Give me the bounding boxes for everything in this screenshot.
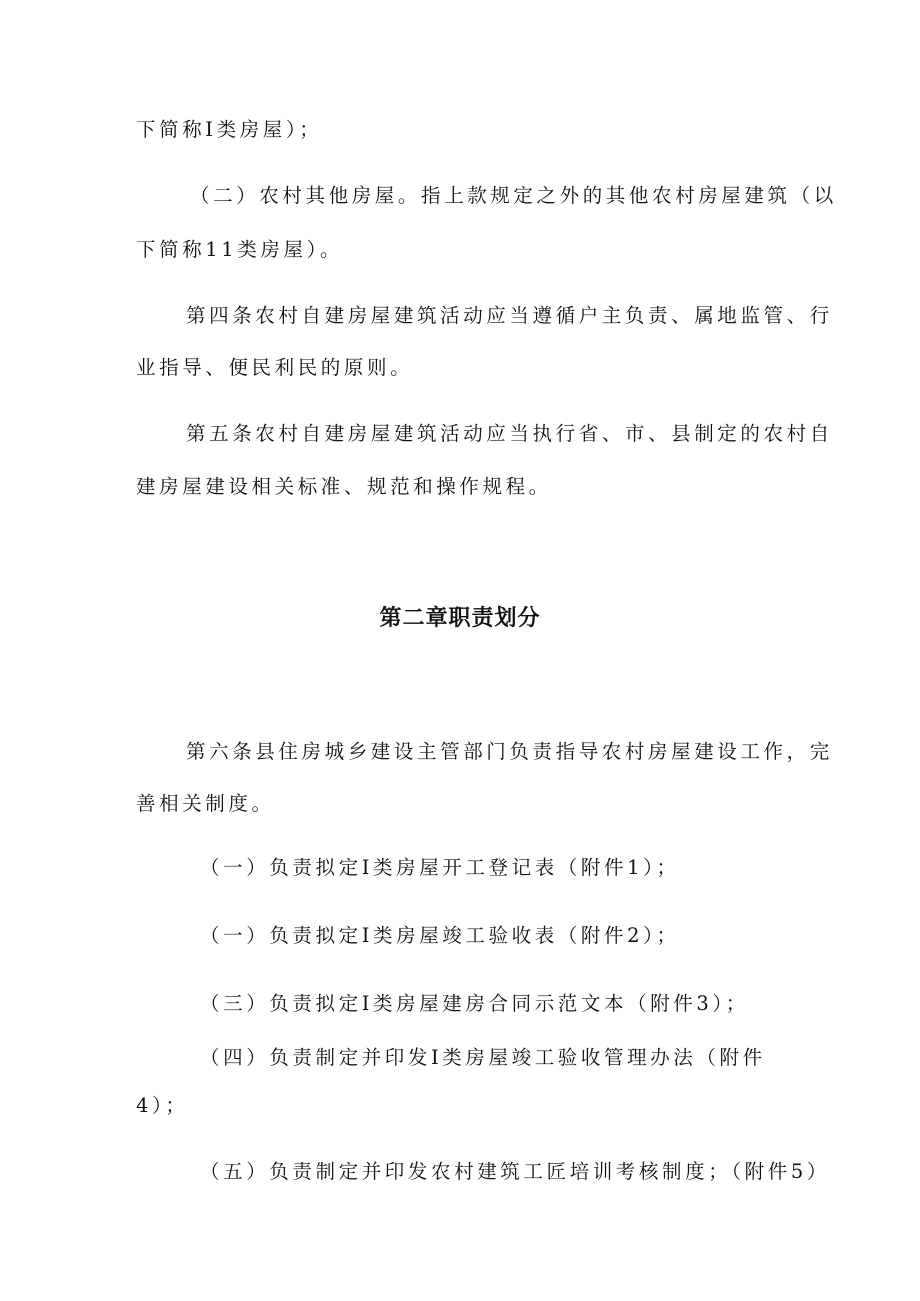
paragraph-line: 建房屋建设相关标准、规范和操作规程。 (136, 475, 552, 498)
paragraph-line: （四）负责制定并印发Ⅰ类房屋竣工验收管理办法（附件 (200, 1046, 766, 1069)
paragraph-line: 下简称Ⅰ类房屋）； (136, 118, 323, 141)
paragraph-line: 善相关制度。 (136, 792, 275, 815)
chapter-heading: 第二章职责划分 (379, 606, 541, 631)
paragraph-line: 业指导、便民利民的原则。 (136, 356, 414, 379)
paragraph-line: （一）负责拟定Ⅰ类房屋竣工验收表（附件2）； (200, 924, 680, 947)
paragraph-line: （五）负责制定并印发农村建筑工匠培训考核制度；（附件5） (200, 1160, 830, 1183)
paragraph-line: 第四条农村自建房屋建筑活动应当遵循户主负责、属地监管、行 (186, 304, 833, 327)
paragraph-line: 下简称11类房屋）。 (136, 238, 344, 261)
paragraph-line: （三）负责拟定Ⅰ类房屋建房合同示范文本（附件3）； (200, 992, 749, 1015)
paragraph-line: （二）农村其他房屋。指上款规定之外的其他农村房屋建筑（以 (190, 184, 837, 207)
paragraph-line: 第六条县住房城乡建设主管部门负责指导农村房屋建设工作，完 (186, 740, 833, 763)
paragraph-line: 第五条农村自建房屋建筑活动应当执行省、市、县制定的农村自 (186, 422, 833, 445)
paragraph-line: 4）； (136, 1094, 189, 1117)
paragraph-line: （一）负责拟定Ⅰ类房屋开工登记表（附件1）； (200, 856, 680, 879)
